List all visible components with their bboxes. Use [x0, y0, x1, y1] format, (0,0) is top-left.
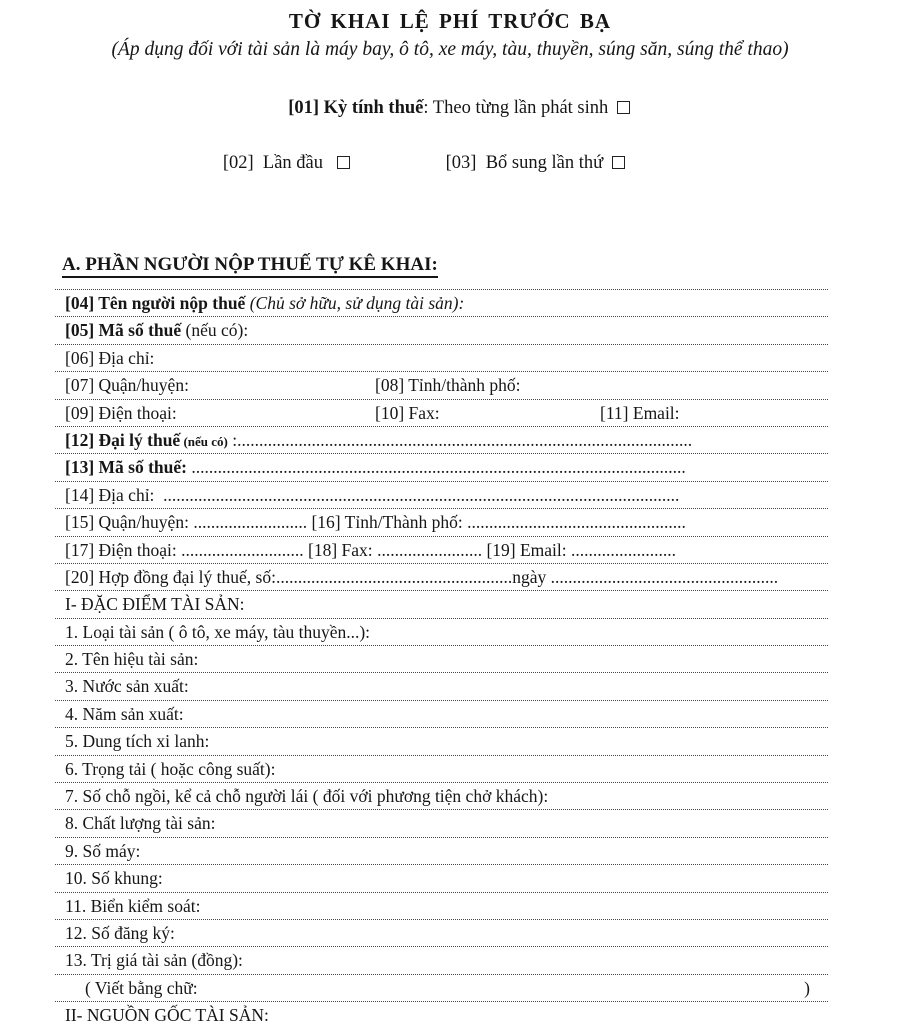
tax-agent-field[interactable]: ........................................................................................................	[237, 429, 693, 450]
first-time-checkbox[interactable]	[337, 156, 350, 169]
asset-value-label: 13. Trị giá tài sản (đồng):	[65, 950, 243, 971]
supplement-checkbox[interactable]	[612, 156, 625, 169]
page-subtitle: (Áp dụng đối với tài sản là máy bay, ô tô, xe máy, tàu, thuyền, súng săn, súng thể thao)	[111, 39, 789, 60]
agent-address-field[interactable]: ......................................................................................................................	[163, 484, 680, 505]
row-year-of-manufacture	[55, 701, 828, 728]
country-of-manufacture-label: 3. Nước sản xuất:	[65, 676, 189, 697]
registration-number-label: 12. Số đăng ký:	[65, 922, 175, 943]
supplement-label: [03] Bổ sung lần thứ	[445, 153, 604, 173]
tax-agent-colon: :	[227, 429, 238, 450]
value-in-words-label: ( Viết bằng chữ:	[85, 977, 198, 998]
tax-code-label: [05] Mã số thuế	[65, 320, 182, 341]
section-a-heading-text: A. PHẦN NGƯỜI NỘP THUẾ TỰ KÊ KHAI:	[62, 254, 438, 278]
row-section-ii-asset-origin	[55, 1002, 828, 1029]
row-20-agent-contract	[55, 564, 828, 591]
year-of-manufacture-label: 4. Năm sản xuất:	[65, 703, 184, 724]
row-05-tax-code	[55, 317, 828, 344]
row-license-plate	[55, 893, 828, 920]
first-time-option	[223, 150, 350, 176]
agent-tax-code-field[interactable]: .................................................................................................................	[191, 457, 686, 478]
seat-count-label: 7. Số chỗ ngồi, kể cả chỗ người lái ( đối với phương tiện chở khách):	[65, 786, 549, 807]
section-i-heading: I- ĐẶC ĐIỂM TÀI SẢN:	[65, 594, 245, 615]
agent-contract-number-field[interactable]: ......................................................	[275, 566, 513, 587]
agent-phone-field[interactable]: ............................	[181, 539, 304, 560]
row-13-agent-tax-code	[55, 454, 828, 481]
supplement-option	[446, 150, 626, 176]
row-chassis-number	[55, 865, 828, 892]
row-15-16-agent-district-province	[55, 509, 828, 536]
agent-province-label: [16] Tỉnh/Thành phố:	[307, 512, 468, 533]
agent-fax-label: [18] Fax:	[303, 539, 378, 560]
row-value-in-words	[55, 975, 828, 1002]
chassis-number-label: 10. Số khung:	[65, 868, 163, 889]
agent-district-label: [15] Quận/huyện:	[65, 512, 194, 533]
row-07-08-district-province	[55, 372, 828, 399]
row-asset-brand	[55, 646, 828, 673]
declaration-times-line	[0, 150, 874, 176]
agent-province-field[interactable]: ..................................................	[467, 512, 686, 533]
row-country-of-manufacture	[55, 673, 828, 700]
agent-address-label: [14] Địa chỉ:	[65, 484, 164, 505]
row-cylinder-capacity	[55, 728, 828, 755]
agent-district-field[interactable]: ..........................	[193, 512, 308, 533]
page-title: TỜ KHAI LỆ PHÍ TRƯỚC BẠ	[288, 9, 612, 33]
tax-agent-label: [12] Đại lý thuế	[65, 429, 181, 450]
engine-number-label: 9. Số máy:	[65, 840, 141, 861]
tax-agent-note: (nếu có)	[180, 433, 228, 449]
taxpayer-name-note: (Chủ sở hữu, sử dụng tài sản):	[245, 293, 465, 313]
email-label: [11] Email:	[600, 402, 680, 423]
row-seat-count	[55, 783, 828, 810]
agent-contract-date-label: ngày	[512, 566, 551, 587]
row-12-tax-agent	[55, 427, 828, 454]
agent-email-field[interactable]: ........................	[571, 539, 676, 560]
tax-period-value: : Theo từng lần phát sinh	[423, 98, 609, 118]
agent-tax-code-label: [13] Mã số thuế:	[65, 457, 192, 478]
district-label: [07] Quận/huyện:	[65, 375, 189, 396]
row-registration-number	[55, 920, 828, 947]
form-table	[55, 289, 828, 1030]
row-asset-type	[55, 619, 828, 646]
section-ii-heading: II- NGUỒN GỐC TÀI SẢN:	[65, 1005, 269, 1026]
tax-period-line	[0, 69, 900, 147]
row-section-i-asset-characteristics	[55, 591, 828, 618]
tax-period-label: [01] Kỳ tính thuế	[288, 98, 424, 118]
asset-type-label: 1. Loại tài sản ( ô tô, xe máy, tàu thuyền...):	[65, 621, 371, 642]
tax-period-checkbox[interactable]	[617, 101, 630, 114]
asset-quality-label: 8. Chất lượng tài sản:	[65, 813, 216, 834]
row-14-agent-address	[55, 482, 828, 509]
row-06-address	[55, 345, 828, 372]
taxpayer-name-label: [04] Tên người nộp thuế	[65, 293, 246, 313]
row-09-11-phone-fax-email	[55, 400, 828, 427]
address-label: [06] Địa chỉ:	[65, 347, 155, 368]
tonnage-label: 6. Trọng tải ( hoặc công suất):	[65, 758, 276, 779]
row-tonnage	[55, 756, 828, 783]
asset-brand-label: 2. Tên hiệu tài sản:	[65, 649, 199, 670]
row-asset-quality	[55, 810, 828, 837]
section-a-heading	[62, 253, 900, 277]
agent-fax-field[interactable]: ........................	[377, 539, 483, 560]
agent-contract-label: [20] Hợp đồng đại lý thuế, số:	[65, 566, 276, 587]
agent-phone-label: [17] Điện thoại:	[65, 539, 182, 560]
cylinder-capacity-label: 5. Dung tích xi lanh:	[65, 731, 210, 752]
license-plate-label: 11. Biển kiểm soát:	[65, 895, 201, 916]
agent-email-label: [19] Email:	[482, 539, 571, 560]
province-label: [08] Tỉnh/thành phố:	[375, 375, 521, 396]
agent-contract-date-field[interactable]: ....................................................	[550, 566, 779, 587]
phone-label: [09] Điện thoại:	[65, 402, 177, 423]
row-17-19-agent-phone-fax-email	[55, 537, 828, 564]
value-in-words-close-paren: )	[804, 977, 810, 998]
fax-label: [10] Fax:	[375, 402, 440, 423]
row-asset-value	[55, 947, 828, 974]
row-engine-number	[55, 838, 828, 865]
first-time-label: [02] Lần đầu	[222, 153, 328, 173]
row-04-taxpayer-name	[55, 290, 828, 317]
tax-code-note: (nếu có):	[181, 320, 249, 341]
